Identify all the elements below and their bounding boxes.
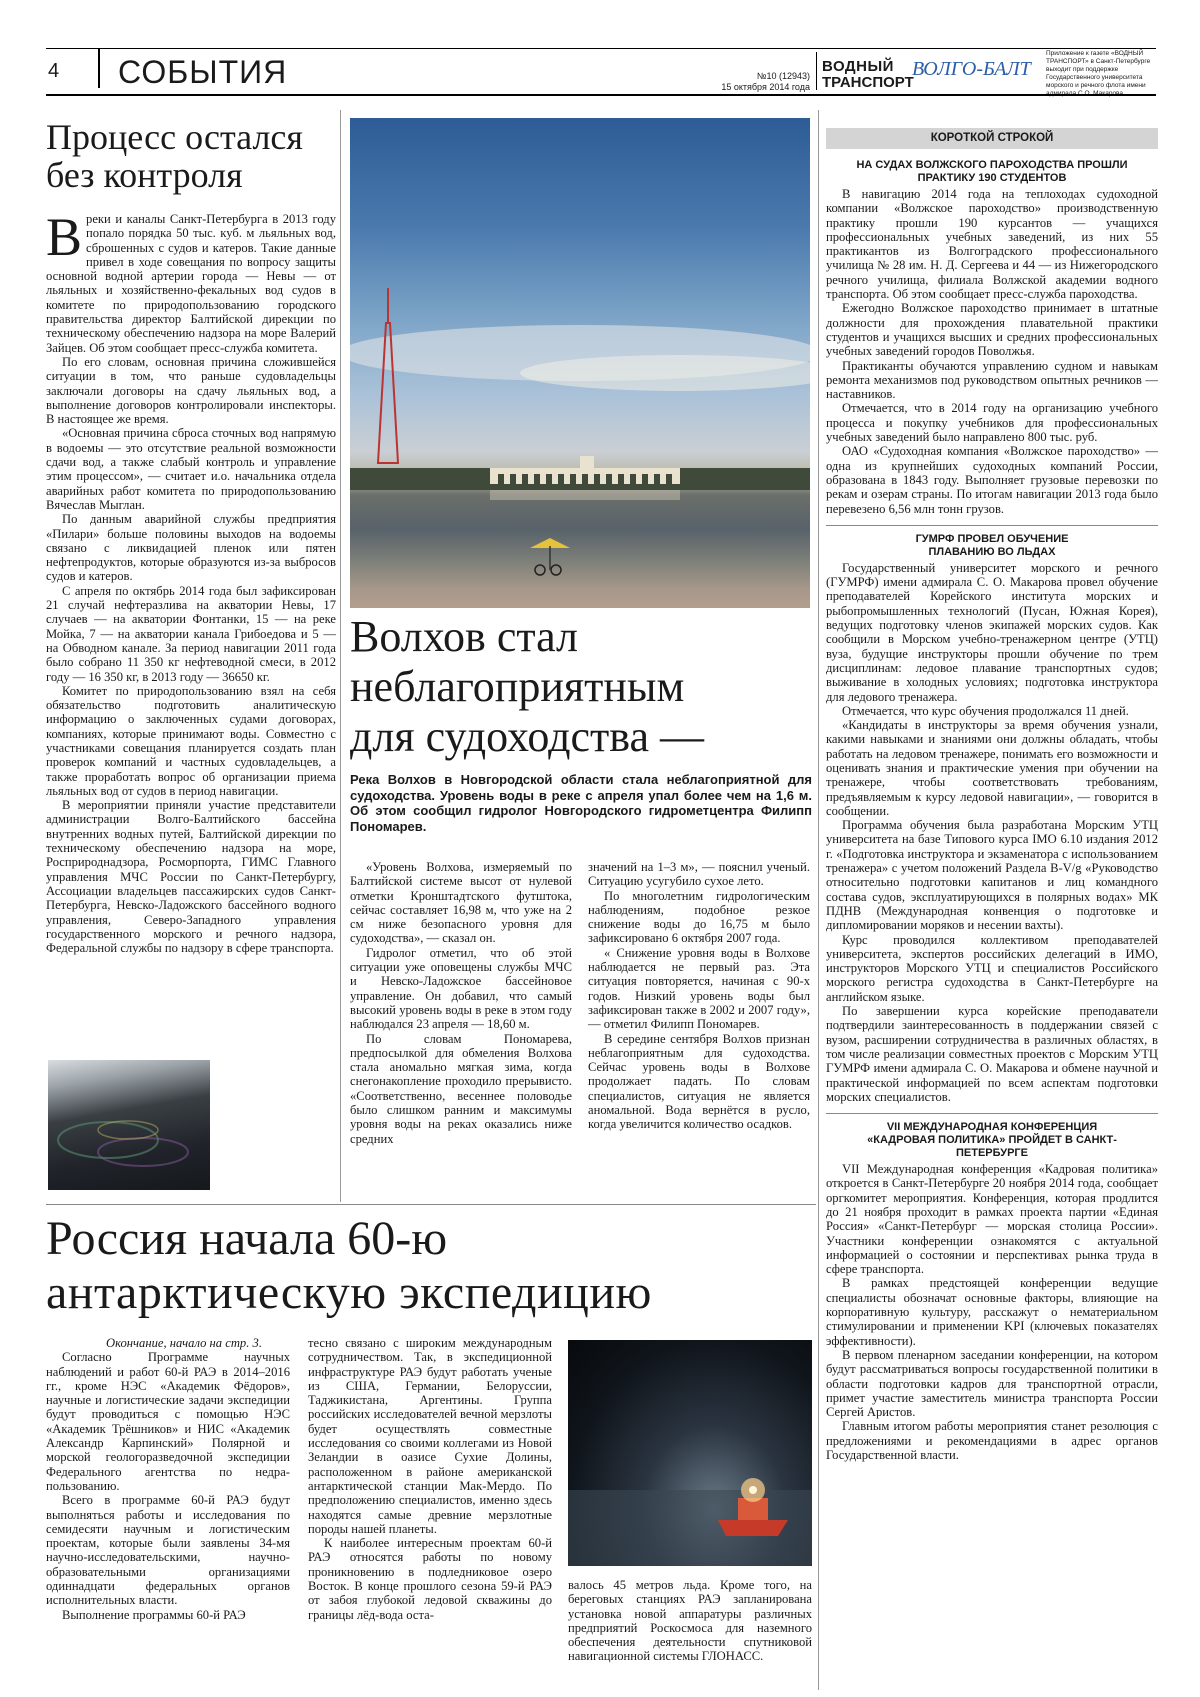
article1-body <box>46 207 336 956</box>
header-top-rule <box>46 48 1156 49</box>
news2-p1: Государственный университет морского и речного (ГУМРФ) имени адмирала С. О. Макарова провел обучение преподавателей Корейского института морских и рыбопромышленных технологий (Пусан, Южная Корея), ведущих подготовку членов экипажей морских судов. Как сообщили в Морском учебно-тренажерном центре (УТЦ) вуза, будущие инструкторы прошли обучение по трем дисциплинам: ледовое плавание транспортных судов; выживание в холодных условиях; подготовка инструктора для ледового тренажера. <box>826 560 1158 704</box>
news2-title: ГУМРФ ПРОВЕЛ ОБУЧЕНИЕ ПЛАВАНИЮ ВО ЛЬДАХ <box>915 532 1069 558</box>
page-number: 4 <box>48 60 60 82</box>
article2-c2p4: В середине сентября Волхов признан неблагоприятным для судоходства. Сейчас уровень воды в Волхове продолжает падать. По словам специалистов, ситуация не является аномальной. Вода вернётся в русло, когда увеличится количество осадков. <box>588 1031 810 1132</box>
article1-title-line1: Процесс остался <box>46 117 303 157</box>
article2-c2p1: значений на 1–3 м», — пояснил ученый. Ситуацию усугубило сухое лето. <box>588 860 810 889</box>
article1-title-line2: без контроля <box>46 155 243 195</box>
article3-title-line2: антарктическую экспедицию <box>46 1266 652 1319</box>
news1-title: НА СУДАХ ВОЛЖСКОГО ПАРОХОДСТВА ПРОШЛИ ПРАКТИКУ 190 СТУДЕНТОВ <box>856 159 1128 184</box>
news3-p4: Главным итогом работы мероприятия станет резолюция с предложениями и рекомендациями в адрес органов Государственной власти. <box>826 1419 1158 1463</box>
news1-body <box>826 187 1158 516</box>
news1-p3: Практиканты обучаются управлению судном и навыкам ремонта механизмов под руководством опытных речников — наставников. <box>826 358 1158 402</box>
section-title: СОБЫТИЯ <box>118 54 288 90</box>
article2-c2p3: « Снижение уровня воды в Волхове наблюдается не первый раз. Эта ситуация повторяется, начиная с 90-х годов. Низкий уровень воды был зафиксирован также в 2002 и 2007 году», — отметил Филипп Пономарев. <box>588 945 810 1032</box>
news3-body <box>826 1162 1158 1462</box>
news2-p6: По завершении курса корейские преподаватели подтвердили заинтересованность в поддержании связей с вузом, расширении сотрудничества в различных областях, в том числе реализации совместных проектов с Морским УТЦ ГУМРФ имени адмирала С. О. Макарова и обмене научной и практической информацией по всем аспектам подготовки морских специалистов. <box>826 1004 1158 1104</box>
news1-p1: В навигацию 2014 года на теплоходах судоходной компании «Волжское пароходство» производственную практику прошли 190 курсантов — учащихся профессиональных учебных заведений, из них 55 практикантов из Волгоградского профессионального училища № 28 им. Н. Д. Сергеева и 44 — из Нижегородского речного училища, филиала Волжской академии водного транспорта. Об этом сообщает пресс-служба пароходства. <box>826 187 1158 302</box>
divider-article3 <box>46 1204 816 1205</box>
issue-number: №10 (12943) <box>756 71 810 81</box>
news3-title: VII МЕЖДУНАРОДНАЯ КОНФЕРЕНЦИЯ «КАДРОВАЯ ПОЛИТИКА» ПРОЙДЕТ В САНКТ-ПЕТЕРБУРГЕ <box>867 1121 1117 1160</box>
header-divider-logo <box>816 52 817 90</box>
article3-c1p2: Всего в программе 60-й РАЭ будут выполняться работы и исследования по семидесяти научным и логистическим проектам, которые были заявлены 34-мя научно-исследовательскими, научно-образовательными организациями одиннадцати федеральных органов исполнительных власти. <box>46 1493 290 1608</box>
oil-slick-photo <box>48 1060 210 1190</box>
article2-title-line3: для судоходства — <box>350 712 704 761</box>
news2-body <box>826 561 1158 1104</box>
news1-p5: ОАО «Судоходная компания «Волжское пароходство» — одна из крупнейших судоходных компаний России, образована в 1843 году. Выполняет грузовые перевозки по рекам и озерам страны. По итогам навигации 2013 года было перевезено 6,56 млн тонн грузов. <box>826 444 1158 516</box>
issue-date: 15 октября 2014 года <box>721 82 810 92</box>
article2-c1p3: По словам Пономарева, предпосылкой для обмеления Волхова стала аномально мягкая зима, когда снегонакопление проходило прерывисто. «Соответственно, весеннее половодье было слишком ранним и максимумы уровня воды на реках оказались ниже средних <box>350 1031 572 1146</box>
oil-slick-svg <box>48 1060 210 1190</box>
article3-c1p1: Согласно Программе научных наблюдений и работ 60-й РАЭ в 2014–2016 гг., кроме НЭС «Академик Фёдоров», научные и логистические задачи экспедиции будут проводиться с помощью НЭС «Академик Трёшников» и НИС «Академик Александр Карпинский» Полярной и морской геологоразведочной экспедиции Федерального агентства по недра-пользованию. <box>46 1350 290 1493</box>
antarctic-ship-night-photo <box>568 1340 812 1566</box>
logo-volgobalt: ВОЛГО-БАЛТ <box>912 58 1031 80</box>
article2-title-line2: неблагоприятным <box>350 662 685 711</box>
article3-continued: Окончание, начало на стр. 3. <box>106 1336 262 1350</box>
news1-p4: Отмечается, что в 2014 году на организацию учебного процесса и покупку учебников для профессиональных учебных заведений было направлено 800 тыс. руб. <box>826 401 1158 445</box>
article1-p4: По данным аварийной службы предприятия «Пилари» больше половины выходов на водоемы связано с ликвидацией пленок или пятен нефтепродуктов, которые образуются из-за выбросов судов и катеров. <box>46 512 336 584</box>
article2-col1 <box>350 860 572 1146</box>
logo-vodny: ВОДНЫЙ <box>822 58 894 75</box>
news1-p2: Ежегодно Волжское пароходство принимает в штатные должности для прохождения плавательной практики студентов и учащихся высших и средних профессиональных учебных заведений городов Поволжья. <box>826 301 1158 359</box>
article2-lead: Река Волхов в Новгородской области стала неблагоприятной для судоходства. Уровень воды в реке с апреля упал более чем на 1,6 м. Об этом сообщил гидролог Новгородского гидрометцентра Филипп Пономарев. <box>350 772 812 834</box>
header-divider-vertical <box>98 48 100 88</box>
news3-p1: VII Международная конференция «Кадровая политика» откроется в Санкт-Петербурге 20 ноября 2014 года, сообщает оргкомитет мероприятия. Конференция, которая продлится до 21 ноября проходит в рамках проекта партии «Единая Россия» «Санкт-Петербург — морская столица России». Участники конференции ознакомятся с актуальной информацией о состоянии и перспективах рынка труда в сфере транспорта. <box>826 1162 1158 1277</box>
news2-p2: Отмечается, что курс обучения продолжался 11 дней. <box>842 703 1129 718</box>
article1-p2: По его словам, основная причина сложившейся ситуации в том, что раньше судовладельцы заключали договоры на сдачу льяльных вод, а выполнение договоров контролировали инспекторы. В настоящее же время. <box>46 354 336 427</box>
article1-p3: «Основная причина сброса сточных вод напрямую в водоемы — это отсутствие реальной возможности сдачи вод, а также слабый контроль и управление этим процессом», — считает и.о. начальника отдела аварийных работ комитета по природопользованию Вячеслав Мыглан. <box>46 426 336 512</box>
news2-p4: Программа обучения была разработана Морским УТЦ университета на базе Типового курса IMO 6.10 издания 2012 г. «Подготовка инструктора и экзаменатора с использованием тренажера» с учетом положений Раздела B-V/g «Руководство относительно подготовки капитанов и лиц командного состава судов, эксплуатирующихся в полярных водах» МК ПДНВ (Международная конвенция о подготовке и дипломировании моряков и несении вахты). <box>826 818 1158 933</box>
divider-sidebar <box>818 110 819 1690</box>
news-divider-2 <box>826 1113 1158 1114</box>
article3-title <box>46 1212 816 1320</box>
article3-col2 <box>308 1336 552 1622</box>
divider-col1 <box>340 110 341 1202</box>
article3-c2p1: тесно связано с широким международным сотрудничеством. Так, в экспедиционной инфраструктуре РАЭ будут работать ученые из США, Германии, Белоруссии, Таджикистана, Аргентины. Группа российских исследователей вечной мерзлоты будет осуществлять совместные исследования со своими коллегами из Новой Зеландии в оазисе Сухие Долины, расположенном в районе американской антарктической станции Мак-Мердо. По предположению специалистов, именно здесь находятся самые древние мерзлотные породы нашей планеты. <box>308 1336 552 1536</box>
article2-c2p2: По многолетним гидрологическим наблюдениям, подобное резкое снижение воды до 16,75 м было зафиксировано 6 октября 2007 года. <box>588 888 810 946</box>
article2-col2 <box>588 860 810 1132</box>
volkhov-river-photo <box>350 118 810 608</box>
article1-p1: реки и каналы Санкт-Петербурга в 2013 году попало порядка 50 тыс. куб. м льяльных вод, сброшенных с судов и катеров. Такие данные привел в ходе совещания по вопросу защиты основной водной артерии города — Невы — от льяльных и хозяйственно-фекальных вод судов в комитете по природопользованию городского правительства директор Балтийской дирекции по техническому обеспечению надзора на море Валерий Зайцев. Об этом сообщает пресс-служба комитета. <box>46 212 336 355</box>
article2-title <box>350 612 815 762</box>
article3-c2p2: К наиболее интересным проектам 60-й РАЭ относятся работы по новому проникновению в подледниковое озеро Восток. В конце прошлого сезона 59-й РАЭ от забоя глубокой ледовой скважины до границы лёд-вода оста- <box>308 1536 552 1622</box>
article3-c1p3: Выполнение программы 60-й РАЭ <box>62 1607 246 1622</box>
article2-title-line1: Волхов стал <box>350 612 578 661</box>
article2-c1p2: Гидролог отметил, что об этой ситуации уже оповещены службы МЧС и Невско-Ладожское бассейновое управление. Он добавил, что самый высокий уровень воды в реке в этом году наблюдался 23 апреля — 18,60 м. <box>350 945 572 1032</box>
antarctic-ship-svg <box>568 1340 812 1566</box>
article2-c1p1: «Уровень Волхова, измеряемый по Балтийской системе высот от нулевой отметки Кронштадтского футштока, сейчас составляет 16,98 м, что уже на 2 см ниже безопасного уровня для судоходства», — сказал он. <box>350 860 572 946</box>
news-divider-1 <box>826 525 1158 526</box>
article1-p6: Комитет по природопользованию взял на себя обязательство подготовить аналитическую информацию о заключенных судами договорах, компаниях, которые принимают воды. Совместно с участниками совещания планируется создать план проверок компаний и частных судовладельцев, а также проработать вопрос об организации приема льяльных вод от судов в период навигации. <box>46 683 336 798</box>
logo <box>822 52 1042 92</box>
supplement-note: Приложение к газете «ВОДНЫЙ ТРАНСПОРТ» в Санкт-Петербурге выходит при поддержке Государственного университета морского и речного флота имени <box>1046 50 1151 89</box>
volkhov-river-svg <box>350 118 810 608</box>
article1-title <box>46 118 336 194</box>
news2-p5: Курс проводился коллективом преподавателей университета, экспертов российских делегаций в ИМО, инструкторов Морского УТЦ и специалистов Российского морского регистра судоходства в Санкт-Петербурге на английском языке. <box>826 932 1158 1004</box>
article1-p7: В мероприятии приняли участие представители администрации Волго-Балтийского бассейна внутренних водных путей, Балтийской дирекции по техническому обеспечению надзора на море, Росприроднадзора, Росморпорта, ГИМС Главного управления МЧС России по Санкт-Петербургу, Ассоциации владельцев пассажирских судов Санкт-Петербурга, Невско-Ладожского бассейного водного управления, Северо-Западного управления государственного морского и речного надзора, Федеральной службы по надзору в сфере транспорта. <box>46 798 336 956</box>
article1-dropcap: В <box>46 207 83 267</box>
article3-col3 <box>568 1578 812 1664</box>
article3-c3p1: валось 45 метров льда. Кроме того, на береговых станциях РАЭ запланирована установка новой аппаратуры различных предприятий Роскосмоса для наземного обеспечения деятельности спутниковой навигационной системы ГЛОНАСС. <box>568 1578 812 1664</box>
sidebar <box>826 128 1158 1462</box>
news3-p2: В рамках предстоящей конференции ведущие специалисты обозначат основные факторы, влияющие на корпоративную культуру, расскажут о нематериальном стимулировании и применении KPI (ключевых показателях эффективности). <box>826 1276 1158 1348</box>
article3-col1 <box>46 1336 290 1622</box>
article3-title-line1: Россия начала 60-ю <box>46 1212 448 1265</box>
logo-transport: ТРАНСПОРТ <box>822 74 914 91</box>
news2-p3: «Кандидаты в инструкторы за время обучения узнали, какими навыками и знаниями они должны обладать, чтобы работать на ледовом тренажере, понимать его возможности и оценивать знания и практические умения при обучении на тренажере, чтобы соответствовать требованиям, предъявляемым к курсу ледовой навигации», — говорится в сообщении. <box>826 718 1158 818</box>
sidebar-rubric: КОРОТКОЙ СТРОКОЙ <box>826 128 1158 149</box>
news3-p3: В первом пленарном заседании конференции, на котором будут рассматриваться вопросы государственной политики в области подготовки кадров для транспортной отрасли, примет участие заместитель министра транспорта России Сергей Аристов. <box>826 1347 1158 1420</box>
header-bottom-rule <box>46 94 1156 96</box>
article1-p5: С апреля по октябрь 2014 года был зафиксирован 21 случай нефтеразлива на акватории Невы, 17 случаев — на акватории Фонтанки, 15 — на реке Мойка, 7 — на акватории канала Грибоедова и 5 — на Обводном канале. За период навигации 2011 года было собрано 11 350 кг нефтеводной смеси, в 2012 году — 16 350 кг, в 2013 году — 36650 кг. <box>46 583 336 684</box>
